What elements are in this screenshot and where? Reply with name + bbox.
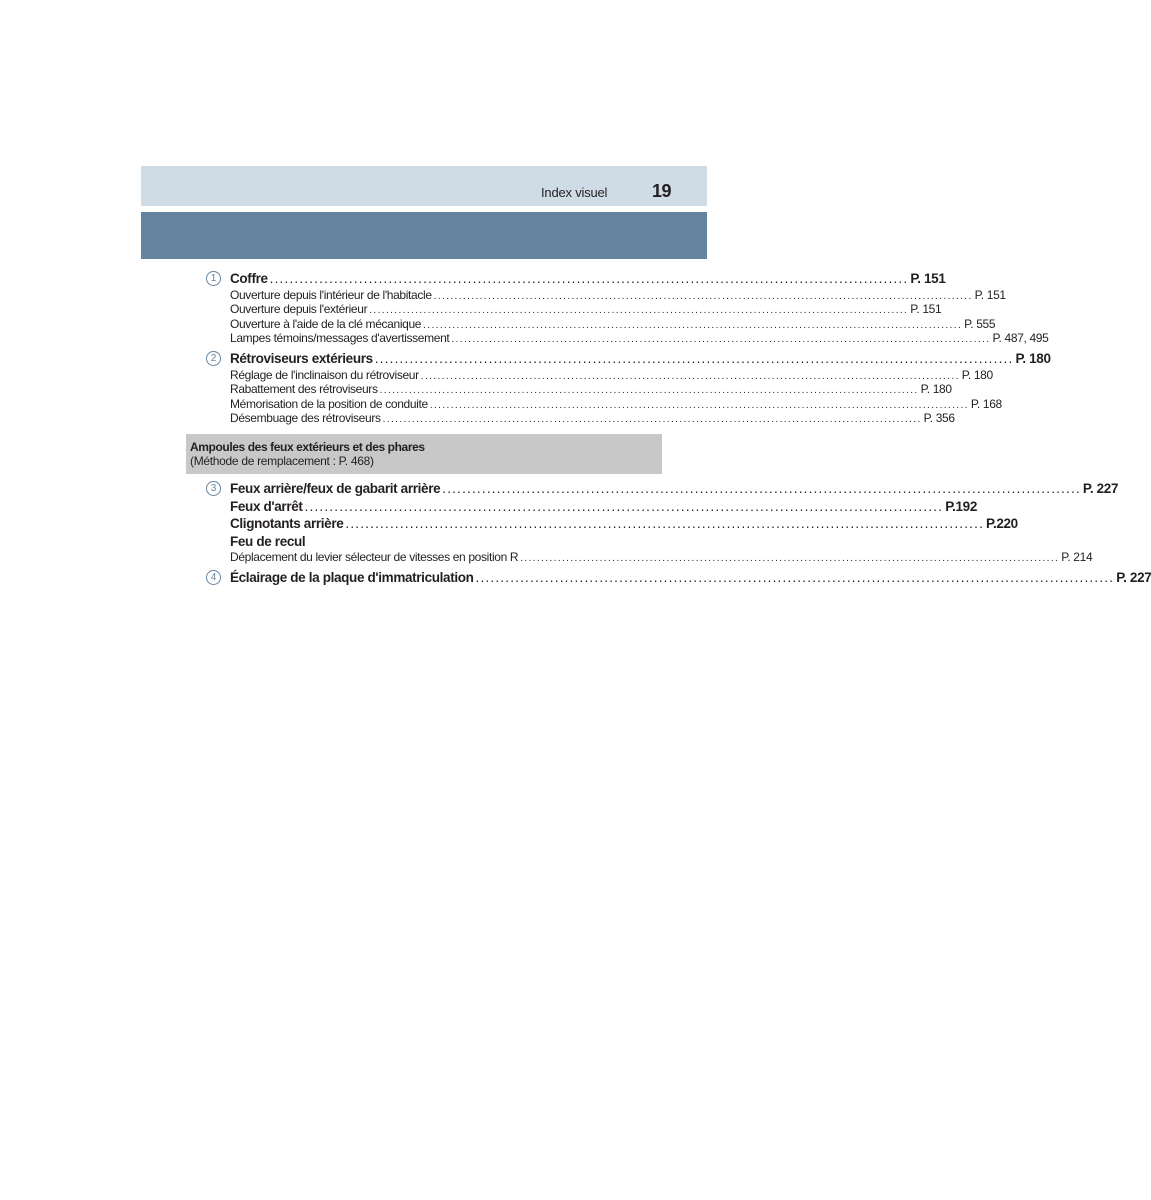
bulbs-section-box — [186, 434, 662, 474]
entry-label: Ouverture depuis l'extérieur — [230, 302, 368, 316]
index-subentry — [206, 331, 1049, 346]
leader-dots: ................................................................................................................................. — [451, 334, 991, 345]
index-entry-main — [206, 533, 638, 551]
page-ref-link[interactable]: P.192 — [945, 498, 977, 514]
entry-label: Ouverture à l'aide de la clé mécanique — [230, 316, 422, 331]
page-ref-link[interactable]: P. 227 — [1116, 569, 1151, 585]
entry-label: Rétroviseurs extérieurs — [230, 351, 373, 366]
number-badge-icon: 2 — [206, 351, 221, 366]
page-number: 19 — [652, 181, 672, 201]
leader-dots: ................................................................................................................................. — [433, 290, 973, 302]
entry-label: Clignotants arrière — [230, 516, 344, 531]
index-subentry — [206, 411, 955, 426]
section-title: Index visuel — [541, 185, 608, 200]
entry-label: Ouverture depuis l'intérieur de l'habitacle — [230, 287, 432, 302]
index-entry-main — [206, 569, 1151, 587]
page-ref-link[interactable]: P. 214 — [1061, 550, 1093, 564]
page-ref-link[interactable]: P. 180 — [961, 367, 993, 382]
entry-label: Rabattement des rétroviseurs — [230, 382, 378, 396]
entry-label: Feux d'arrêt — [230, 498, 303, 514]
leader-dots: ................................................................................................................................. — [369, 305, 909, 316]
page-ref-link[interactable]: P. 555 — [964, 316, 996, 331]
page-ref-link[interactable]: P.220 — [986, 516, 1018, 531]
index-entry-main — [206, 350, 1051, 368]
entry-label: Déplacement du levier sélecteur de vitesses en position R — [230, 550, 519, 564]
index-subentry — [206, 316, 996, 332]
entry-label: Feu de recul — [230, 533, 306, 549]
leader-dots: ................................................................................................................................. — [379, 385, 919, 396]
index-subentry — [206, 287, 1006, 303]
bulbs-section-title: Ampoules des feux extérieurs et des phares — [190, 440, 425, 454]
page-ref-link[interactable]: P. 151 — [910, 271, 946, 286]
leader-dots: ................................................................................................................................. — [374, 351, 1014, 366]
page-ref-link[interactable]: P. 487, 495 — [992, 331, 1049, 345]
entry-label: Éclairage de la plaque d'immatriculation — [230, 569, 474, 585]
index-group-lights — [206, 480, 1151, 586]
page-ref-link[interactable]: P. 151 — [910, 302, 942, 316]
index-subentry — [206, 550, 1093, 565]
index-subentry — [206, 302, 942, 317]
index-subentry — [206, 396, 1002, 412]
index-entry-main — [206, 480, 1119, 498]
page-ref-link[interactable]: P. 151 — [974, 287, 1006, 302]
entry-label: Feux arrière/feux de gabarit arrière — [230, 481, 441, 496]
leader-dots: ................................................................................................................................. — [269, 271, 909, 286]
index-item-retroviseurs — [206, 350, 1051, 426]
header-bar — [141, 212, 707, 259]
index-entry-main — [206, 270, 946, 288]
leader-dots: ................................................................................................................................. — [382, 414, 922, 425]
index-subentry — [206, 382, 952, 397]
number-badge-icon: 3 — [206, 481, 221, 496]
leader-dots: ................................................................................................................................. — [429, 399, 969, 411]
index-entry-main — [206, 498, 977, 516]
index-item-coffre — [206, 270, 1049, 346]
index-subentry — [206, 367, 993, 383]
page-ref-link[interactable]: P. 356 — [923, 411, 955, 425]
entry-label: Coffre — [230, 271, 268, 286]
leader-dots: ................................................................................................................................. — [475, 569, 1115, 585]
index-entry-main — [206, 515, 1018, 533]
number-badge-icon: 1 — [206, 271, 221, 286]
leader-dots: ................................................................................................................................. — [420, 370, 960, 382]
leader-dots: ................................................................................................................................. — [345, 516, 985, 531]
header-band — [141, 166, 707, 206]
entry-label: Réglage de l'inclinaison du rétroviseur — [230, 367, 419, 382]
page-ref-link[interactable]: P. 227 — [1082, 481, 1119, 496]
page-ref-link[interactable]: P. 168 — [970, 396, 1002, 411]
leader-dots: ................................................................................................................................. — [304, 498, 944, 514]
page-ref-link[interactable]: P. 180 — [1015, 351, 1051, 366]
leader-dots: ................................................................................................................................. — [520, 553, 1060, 564]
entry-label: Désembuage des rétroviseurs — [230, 411, 381, 425]
entry-label: Mémorisation de la position de conduite — [230, 396, 428, 411]
leader-dots: ................................................................................................................................. — [442, 481, 1081, 496]
page-ref-link[interactable]: P. 180 — [920, 382, 952, 396]
leader-dots: ................................................................................................................................. — [423, 319, 963, 331]
bulbs-section-subtitle: (Méthode de remplacement : P. 468) — [190, 454, 374, 468]
entry-label: Lampes témoins/messages d'avertissement — [230, 331, 450, 345]
number-badge-icon: 4 — [206, 570, 221, 585]
